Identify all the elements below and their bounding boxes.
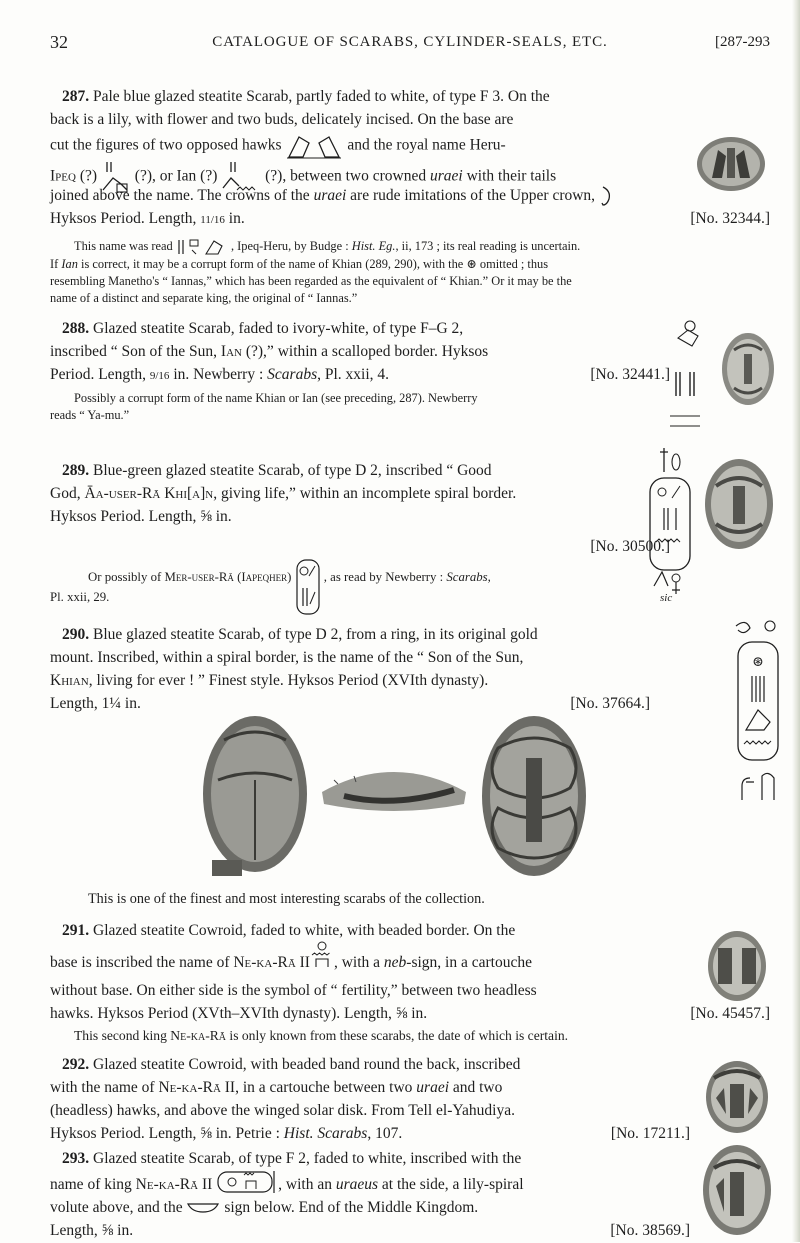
entry-293-line2 <box>50 1174 690 1197</box>
entry-number: 289. <box>62 462 90 479</box>
page-edge <box>792 0 800 1242</box>
entry-text: Length, 1¼ in. <box>50 695 141 712</box>
entry-289-line2 <box>50 483 670 506</box>
caption-text: This is one of the finest and most interesting scarabs of the collection. <box>88 891 485 907</box>
entry-text: are rude imitations of the Upper crown, <box>350 187 596 204</box>
entry-text: uraei <box>313 187 347 204</box>
entry-text: , 107. <box>367 1125 403 1142</box>
entry-287-line5 <box>50 185 730 208</box>
upper-crown-icon <box>599 185 615 207</box>
cartouche-iapeqher-icon <box>295 558 321 616</box>
catalogue-number: [No. 45457.] <box>690 1005 770 1022</box>
catalogue-number: [No. 17211.] <box>610 1125 690 1142</box>
entry-text: Blue glazed steatite Scarab, of type D 2, from a ring, in its original gold <box>93 626 538 643</box>
entry-288 <box>50 318 670 341</box>
entry-288-line3 <box>50 364 670 388</box>
entry-289 <box>50 460 670 483</box>
entry-text: Hist. Scarabs <box>283 1125 368 1142</box>
entry-text: mount. Inscribed, within a spiral border, is the name of the “ Son of the Sun, <box>50 649 524 666</box>
entry-291-line2 <box>50 952 680 975</box>
note-text: Possibly a corrupt form of the name Khian or Ian (see preceding, 287). Newberry <box>74 391 478 405</box>
note-text: This name was read <box>74 239 173 253</box>
entry-number: 288. <box>62 320 90 337</box>
entry-288-line2 <box>50 341 670 364</box>
entry-number: 290. <box>62 626 90 643</box>
entry-291-line3 <box>50 980 680 1003</box>
entry-text: uraeus <box>335 1176 379 1193</box>
entry-292-line4 <box>50 1123 690 1146</box>
entry-287 <box>50 86 770 109</box>
entry-text: , living for ever ! ” Finest style. Hyksos Period (XVIth dynasty). <box>88 672 489 689</box>
entry-text: uraei <box>429 167 463 185</box>
entry-text: Blue-green glazed steatite Scarab, of type D 2, inscribed “ Good <box>93 462 492 479</box>
entry-292-line3 <box>50 1100 690 1123</box>
page-number: 32 <box>50 32 68 52</box>
entry-287-note-line3 <box>50 273 770 290</box>
entry-text: Length, ⅝ in. <box>50 1222 134 1239</box>
note-text: Pl. xxii, 29. <box>50 590 110 604</box>
note-text: is correct, it may be a corrupt form of the name of Khian (289, 290), with the <box>81 257 464 271</box>
entry-text: Glazed steatite Cowroid, with beaded band round the back, inscribed <box>93 1056 521 1073</box>
note-text: name of a distinct and separate king, the original of “ Iannas.” <box>50 291 358 305</box>
entry-text: Khian <box>50 672 89 689</box>
note-text: is only known from these scarabs, the date of which is certain. <box>229 1028 569 1043</box>
scarab-290-back-image <box>198 710 312 878</box>
entry-text: with their tails <box>466 167 557 185</box>
note-text: Hist. Eg. <box>351 239 396 253</box>
entry-text: inscribed “ Son of the Sun, <box>50 343 218 360</box>
entry-text: cut the figures of two opposed hawks <box>50 136 282 154</box>
note-text: resembling Manetho's “ Iannas,” which has been regarded as the equivalent of “ Khian.” Or it may be the <box>50 274 572 288</box>
note-text: Or possibly of <box>88 570 162 584</box>
entry-293-line4 <box>50 1220 690 1243</box>
length-fraction: 11/16 <box>200 214 225 226</box>
entry-text: Hyksos Period. Length, ⅝ in. <box>50 508 232 525</box>
entry-number: 291. <box>62 922 90 939</box>
entry-text: volute above, and the <box>50 1199 183 1216</box>
entry-291-line4 <box>50 1003 770 1026</box>
length-fraction: 9/16 <box>149 370 170 382</box>
note-text: omitted ; thus <box>479 257 549 271</box>
entry-287-line6 <box>50 208 770 232</box>
catalogue-number: [No. 32441.] <box>590 366 670 383</box>
entry-number: 287. <box>62 88 90 105</box>
sic-label <box>660 592 672 604</box>
entry-text: neb <box>383 954 407 971</box>
entry-text: without base. On either side is the symbol of “ fertility,” between two headless <box>50 982 537 999</box>
entry-text: , with a <box>333 954 381 971</box>
running-title: CATALOGUE OF SCARABS, CYLINDER-SEALS, ETC. <box>212 34 608 50</box>
scarab-293-image <box>700 1142 774 1238</box>
entry-text: , giving life,” within an incomplete spiral border. <box>213 485 517 502</box>
page-header <box>50 32 770 58</box>
entry-text: (headless) hawks, and above the winged solar disk. From Tell el-Yahudiya. <box>50 1102 515 1119</box>
entry-292-line2 <box>50 1077 690 1100</box>
entry-text: joined above the name. The crowns of the <box>50 187 310 204</box>
entry-text: uraei <box>416 1079 449 1096</box>
entry-287-note-line2 <box>50 256 770 273</box>
entry-289-note <box>88 570 648 616</box>
scarab-289-image <box>702 456 776 552</box>
svg-text:⊛: ⊛ <box>752 655 764 670</box>
entry-291 <box>50 920 680 943</box>
entry-text: Ipeq (?) <box>50 167 98 185</box>
entry-text: sign below. End of the Middle Kingdom. <box>224 1199 479 1216</box>
catalogue-number: [No. 32344.] <box>690 210 770 227</box>
entry-text: (?), between two crowned <box>265 167 427 185</box>
entry-text: in. <box>228 210 245 227</box>
entry-text: God, <box>50 485 81 502</box>
entry-text: Glazed steatite Scarab, of type F 2, faded to white, inscribed with the <box>93 1150 522 1167</box>
nekara-hieroglyph-icon <box>310 941 334 971</box>
note-text: Ne-ka-Rā <box>170 1028 227 1043</box>
cowroid-292-image <box>704 1058 770 1136</box>
entry-text: back is a lily, with flower and two buds, delicately incised. On the base are <box>50 111 514 128</box>
entry-text: with the name of <box>50 1079 155 1096</box>
entry-text: (?),” within a scalloped border. Hyksos <box>245 343 489 360</box>
hawks-hieroglyph-icon <box>285 133 343 159</box>
kh-sign-icon: ⊛ <box>466 257 477 271</box>
entry-number: 293. <box>62 1150 90 1167</box>
scarab-290-side-image <box>314 758 474 820</box>
entry-text: Period. Length, <box>50 366 146 383</box>
entry-text: Ian <box>220 343 242 360</box>
entry-number: 292. <box>62 1056 90 1073</box>
entry-text: Ne-ka-Rā II <box>158 1079 236 1096</box>
scarab-290-base-image <box>478 708 590 880</box>
entry-text: in. Newberry : <box>173 366 264 383</box>
cartouche-289-drawing <box>646 446 694 616</box>
entry-text: , Pl. xxii, 4. <box>317 366 390 383</box>
entry-293 <box>50 1148 690 1171</box>
note-text: Scarabs, <box>446 570 491 584</box>
entry-text: Pale blue glazed steatite Scarab, partly faded to white, of type F 3. On the <box>93 88 550 105</box>
entry-287-line2 <box>50 109 770 132</box>
scarab-288-image <box>720 330 776 408</box>
entry-text: -sign, in a cartouche <box>406 954 532 971</box>
note-text: , Ipeq-Heru, by Budge : <box>230 239 349 253</box>
entry-287-line3 <box>50 133 700 159</box>
cowroid-291-image <box>706 928 768 1004</box>
entry-text: hawks. Hyksos Period (XVth–XVIth dynasty). Length, ⅝ in. <box>50 1005 428 1022</box>
cartouche-288-drawing <box>660 318 710 428</box>
entry-289-catno-line <box>50 536 670 559</box>
entry-293-line3 <box>50 1197 690 1220</box>
note-text: , ii, 173 ; its real reading is uncertain. <box>395 239 581 253</box>
entry-text: Ne-ka-Rā II <box>233 954 310 971</box>
entry-290 <box>50 624 650 647</box>
entry-text: Hyksos Period. Length, ⅝ in. Petrie : <box>50 1125 280 1142</box>
note-text: reads “ Ya-mu.” <box>50 408 130 422</box>
entry-text: Glazed steatite Scarab, faded to ivory-white, of type F–G 2, <box>93 320 464 337</box>
catalogue-number: [No. 38569.] <box>610 1222 690 1239</box>
cartouche-nekara-icon <box>216 1169 278 1195</box>
entry-292 <box>50 1054 690 1077</box>
entry-text: Hyksos Period. Length, <box>50 210 197 227</box>
entry-287-note-line4 <box>50 290 770 307</box>
entry-289-line3 <box>50 506 670 529</box>
entry-text: Āa-user-Rā Khi[a]n <box>84 485 214 502</box>
entry-290-line2 <box>50 647 650 670</box>
neb-sign-icon <box>186 1202 220 1214</box>
entry-text: (?), or Ian (?) <box>134 167 218 185</box>
note-text: Mer-user-Rā (Iapeqher) <box>164 570 292 584</box>
entry-range: [287-293 <box>715 34 770 50</box>
entry-text: at the side, a lily-spiral <box>381 1176 524 1193</box>
catalogue-number: [No. 30500.] <box>590 538 670 555</box>
entry-287-note <box>50 238 770 256</box>
entry-text: , in a cartouche between two <box>235 1079 413 1096</box>
entry-text: Ne-ka-Rā II <box>135 1176 213 1193</box>
entry-text: and two <box>452 1079 503 1096</box>
entry-290-caption <box>88 888 728 911</box>
entry-289-note-line2 <box>50 590 109 605</box>
catalogue-number: [No. 37664.] <box>570 695 650 712</box>
entry-text: Glazed steatite Cowroid, faded to white, with beaded border. On the <box>93 922 516 939</box>
entry-text: , with an <box>278 1176 332 1193</box>
scarab-287-image <box>694 134 768 194</box>
entry-291-note <box>50 1028 770 1045</box>
note-text: If <box>50 257 59 271</box>
name-hieroglyph-icon <box>176 238 228 256</box>
entry-text: name of king <box>50 1176 132 1193</box>
note-text: Ian <box>61 257 78 271</box>
note-text: sic <box>660 592 673 604</box>
entry-text: base is inscribed the name of <box>50 954 230 971</box>
note-text: This second king <box>74 1028 167 1043</box>
entry-text: Scarabs <box>267 366 318 383</box>
note-text: , as read by Newberry : <box>323 570 444 584</box>
entry-290-line3 <box>50 670 650 693</box>
entry-text: and the royal name Heru- <box>347 136 506 154</box>
entry-288-note <box>50 390 650 407</box>
entry-288-note-line2 <box>50 407 650 424</box>
cartouche-290-drawing <box>730 618 786 804</box>
